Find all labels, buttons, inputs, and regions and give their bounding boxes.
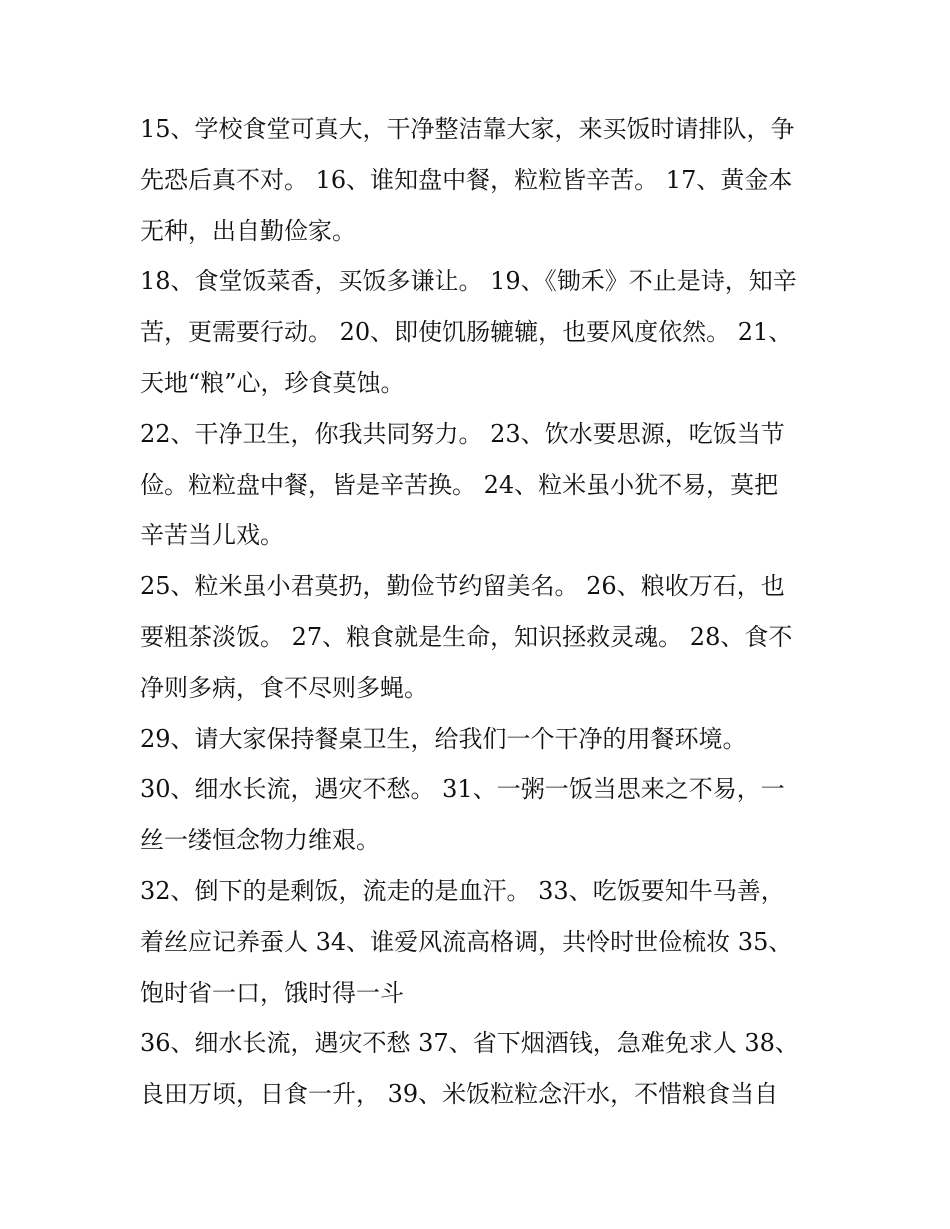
text-line: 15、学校食堂可真大，干净整洁靠大家，来买饭时请排队，争 <box>140 115 795 143</box>
paragraph-22-24 <box>140 409 820 561</box>
text-line: 25、粒米虽小君莫扔，勤俭节约留美名。 26、粮收万石，也 <box>140 572 785 601</box>
paragraph-32-35 <box>140 866 820 1018</box>
text-line: 苦，更需要行动。 20、即使饥肠辘辘，也要风度依然。 21、 <box>140 318 793 347</box>
text-line: 要粗茶淡饭。 27、粮食就是生命，知识拯救灵魂。 28、食不 <box>140 622 793 651</box>
text-line: 30、细水长流，遇灾不愁。 31、一粥一饭当思来之不易，一 <box>140 775 785 804</box>
text-line: 饱时省一口，饿时得一斗 <box>140 978 404 1007</box>
text-line: 无种，出自勤俭家。 <box>140 216 356 245</box>
text-line: 32、倒下的是剩饭，流走的是血汗。 33、吃饭要知牛马善， <box>140 876 785 905</box>
text-line: 丝一缕恒念物力维艰。 <box>140 826 380 855</box>
paragraph-18-21 <box>140 256 820 408</box>
text-line: 36、细水长流，遇灾不愁 37、省下烟酒钱，急难免求人 38、 <box>140 1029 799 1058</box>
text-line: 29、请大家保持餐桌卫生，给我们一个干净的用餐环境。 <box>140 724 747 753</box>
document-body <box>140 104 820 1120</box>
text-line: 辛苦当儿戏。 <box>140 521 284 550</box>
text-line: 天地“粮”心，珍食莫蚀。 <box>140 368 405 397</box>
text-line: 22、干净卫生，你我共同努力。 23、饮水要思源，吃饭当节 <box>140 419 785 448</box>
text-line: 先恐后真不对。 16、谁知盘中餐，粒粒皆辛苦。 17、黄金本 <box>140 165 793 194</box>
text-line: 净则多病，食不尽则多蝇。 <box>140 673 428 702</box>
paragraph-15-17 <box>140 104 820 256</box>
text-line: 18、食堂饭菜香，买饭多谦让。 19、《锄禾》不止是诗，知辛 <box>140 267 797 296</box>
paragraph-36-39 <box>140 1018 820 1120</box>
text-line: 俭。粒粒盘中餐，皆是辛苦换。 24、粒米虽小犹不易，莫把 <box>140 470 779 499</box>
paragraph-29 <box>140 714 820 765</box>
text-line: 着丝应记养蚕人 34、谁爱风流高格调，共怜时世俭梳妆 35、 <box>140 927 793 956</box>
paragraph-25-28 <box>140 561 820 713</box>
paragraph-30-31 <box>140 764 820 866</box>
text-line: 良田万顷，日食一升， 39、米饭粒粒念汗水，不惜粮食当自 <box>140 1080 779 1109</box>
